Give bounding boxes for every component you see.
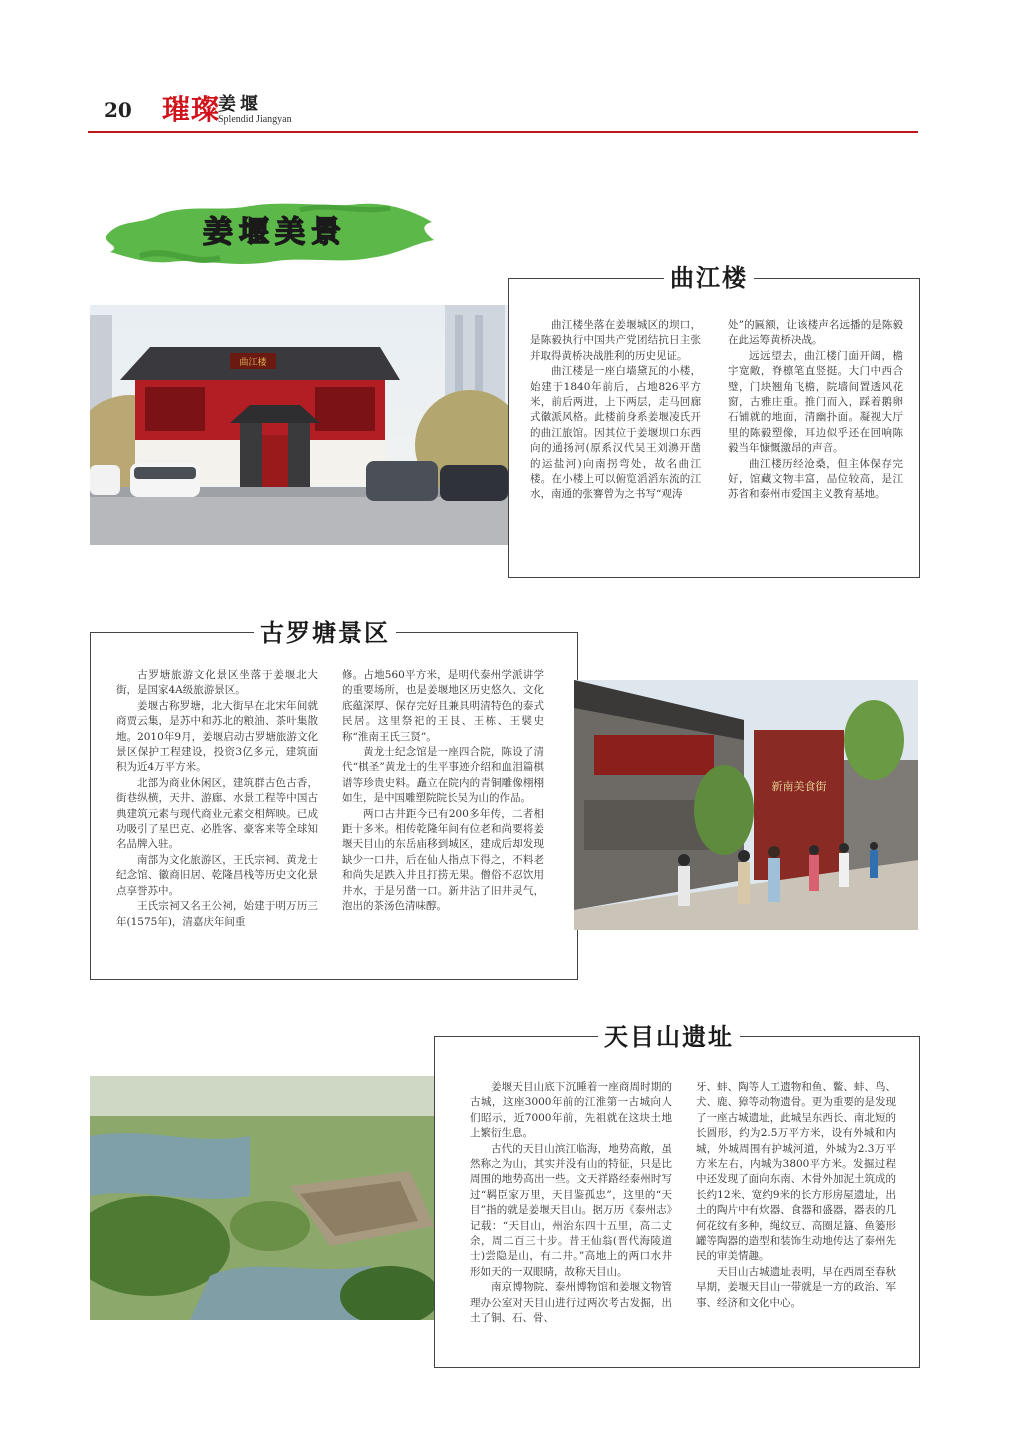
guluotang-column-1	[116, 668, 318, 930]
tianmushan-column-1	[470, 1080, 672, 1327]
paragraph: 黄龙士纪念馆是一座四合院，陈设了清代“棋圣”黄龙士的生平事迹介绍和血泪篇棋谱等珍贵史料。矗立在院内的青铜雕像栩栩如生，是中国雕塑院院长吴为山的作品。	[342, 746, 544, 805]
guluotang-title: 古罗塘景区	[254, 613, 396, 648]
paragraph: 古罗塘旅游文化景区坐落于姜堰北大街，是国家4A级旅游景区。	[116, 669, 318, 697]
paragraph: 曲江楼坐落在姜堰城区的坝口，是陈毅执行中国共产党团结抗日主张并取得黄桥决战胜利的历史见证。	[530, 319, 701, 362]
paragraph: 曲江楼历经沧桑，但主体保存完好，馆藏文物丰富，品位较高，是江苏省和泰州市爱国主义教育基地。	[728, 457, 903, 501]
header-divider	[88, 131, 918, 133]
guluotang-sign: 新南美食街	[771, 780, 827, 793]
qujianglou-column-2	[728, 318, 903, 503]
banner-title: 姜堰美景	[203, 215, 347, 250]
paragraph: 南部为文化旅游区，王氏宗祠、黄龙士纪念馆、徽商旧居、乾隆昌栈等历史文化景点享誉苏中。	[116, 853, 318, 897]
qujianglou-photo	[90, 305, 508, 545]
paragraph: 南京博物院、泰州博物馆和姜堰文物管理办公室对天目山进行过两次考古发掘，出土了铜、石、骨、	[470, 1281, 672, 1325]
tianmushan-column-2	[696, 1080, 896, 1311]
paragraph: 处”的匾额，让该楼声名远播的是陈毅在此运筹黄桥决战。	[728, 319, 903, 347]
paragraph: 天目山古城遗址表明，早在西周至春秋早期，姜堰天目山一带就是一方的政治、军事、经济和文化中心。	[696, 1265, 896, 1309]
paragraph: 修。占地560平方米，是明代泰州学派讲学的重要场所，也是姜堰地区历史悠久、文化底蕴深厚、保存完好且兼具明清特色的泰式民居。这里祭祀的王艮、王栋、王襞史称“淮南王氏三贤”。	[342, 669, 544, 743]
paragraph: 姜堰天目山底下沉睡着一座商周时期的古城，这座3000年前的江淮第一古城向人们昭示，近7000年前，先祖就在这块土地上繁衍生息。	[470, 1081, 672, 1140]
paragraph: 曲江楼是一座白墙黛瓦的小楼，始建于1840年前后，占地826平方米，前后两进，上下两层，走马回廊式徽派风格。此楼前身系姜堰凌氏开的曲江旅馆。因其位于姜堰坝口东西向的通扬河(原系汉代吴王刘濞开凿的运盐河)向南拐弯处，故名曲江楼。在小楼上可以俯览滔滔东流的江水，南通的张謇曾为之书写“观涛	[530, 365, 701, 501]
guluotang-column-2	[342, 668, 544, 915]
paragraph: 两口古井距今已有200多年传，二者相距十多米。相传乾隆年间有位老和尚要将姜堰天目山的东岳庙移到城区，建成后却发现缺少一口井，后在仙人指点下得之，不料老和尚失足跌入井且打捞无果。僧俗不忍饮用井水，于是另凿一口。新井沾了旧井灵气，泡出的茶汤色清味醇。	[342, 807, 544, 913]
tianmushan-photo	[90, 1076, 434, 1320]
magazine-subname: 姜堰	[218, 94, 262, 115]
paragraph: 北部为商业休闲区，建筑群古色古香，街巷纵横，天井、游廊、水景工程等中国古典建筑元素与现代商业元素交相辉映。已成功吸引了星巴克、必胜客、豪客来等全球知名品牌入驻。	[116, 776, 318, 851]
qujianglou-plaque: 曲江楼	[239, 358, 267, 368]
qujianglou-title: 曲江楼	[664, 258, 754, 293]
paragraph: 姜堰古称罗塘，北大街早在北宋年间就商贾云集，是苏中和苏北的粮油、茶叶集散地。2010年9月，姜堰启动古罗塘旅游文化景区保护工程建设，投资3亿多元，建筑面积为近4万平方米。	[116, 699, 318, 774]
paragraph: 王氏宗祠又名王公祠，始建于明万历三年(1575年)，清嘉庆年间重	[116, 900, 318, 928]
page-number: 20	[104, 98, 132, 122]
paragraph: 远远望去，曲江楼门面开阔，檐宇宽敞，脊檩笔直竖挺。大门中西合璧，门块翘角飞檐，院墙间置透风花窗，古雅庄重。推门而入，踩着鹅卵石铺就的地面，清幽扑面。凝视大厅里的陈毅塑像，耳边似乎还在回响陈毅当年慷慨激昂的声音。	[728, 349, 903, 455]
guluotang-photo	[574, 680, 918, 930]
magazine-english-name: Splendid Jiangyan	[218, 114, 292, 125]
qujianglou-column-1	[530, 318, 701, 503]
paragraph: 牙、蚌、陶等人工遗物和鱼、鳖、蚌、鸟、犬、鹿、獐等动物遗骨。更为重要的是发现了一座古城遗址，此城呈东西长、南北短的长圆形，约为2.5万平方米，设有外城和内城，外城周围有护城河道，外城为2.3万平方米左右，内城为3800平方米。发掘过程中还发现了面向东南、木骨外加泥土筑成的长约12米、宽约9米的长方形房屋遗址，出土的陶片中有炊器、食器和盛器，器表的几何花纹有多种，绳纹豆、高圈足簋、鱼篓形罐等陶器的造型和装饰生动地传达了泰州先民的审美情趣。	[696, 1081, 896, 1263]
magazine-name: 璀璨	[162, 93, 221, 126]
tianmushan-title: 天目山遗址	[598, 1017, 740, 1052]
paragraph: 古代的天目山滨江临海，地势高敞，虽然称之为山，其实并没有山的特征，只是比周围的地势高出一些。文天祥路经泰州时写过“羁臣家万里，天目鉴孤忠”，这里的“天目”指的就是姜堰天目山。据万历《泰州志》记载：“天目山，州治东四十五里，高二丈余，周二百三十步。昔王仙翁(晋代海陵道士)尝隐是山，有二井。”高地上的两口水井形如天的一双眼睛，故称天目山。	[470, 1142, 672, 1278]
